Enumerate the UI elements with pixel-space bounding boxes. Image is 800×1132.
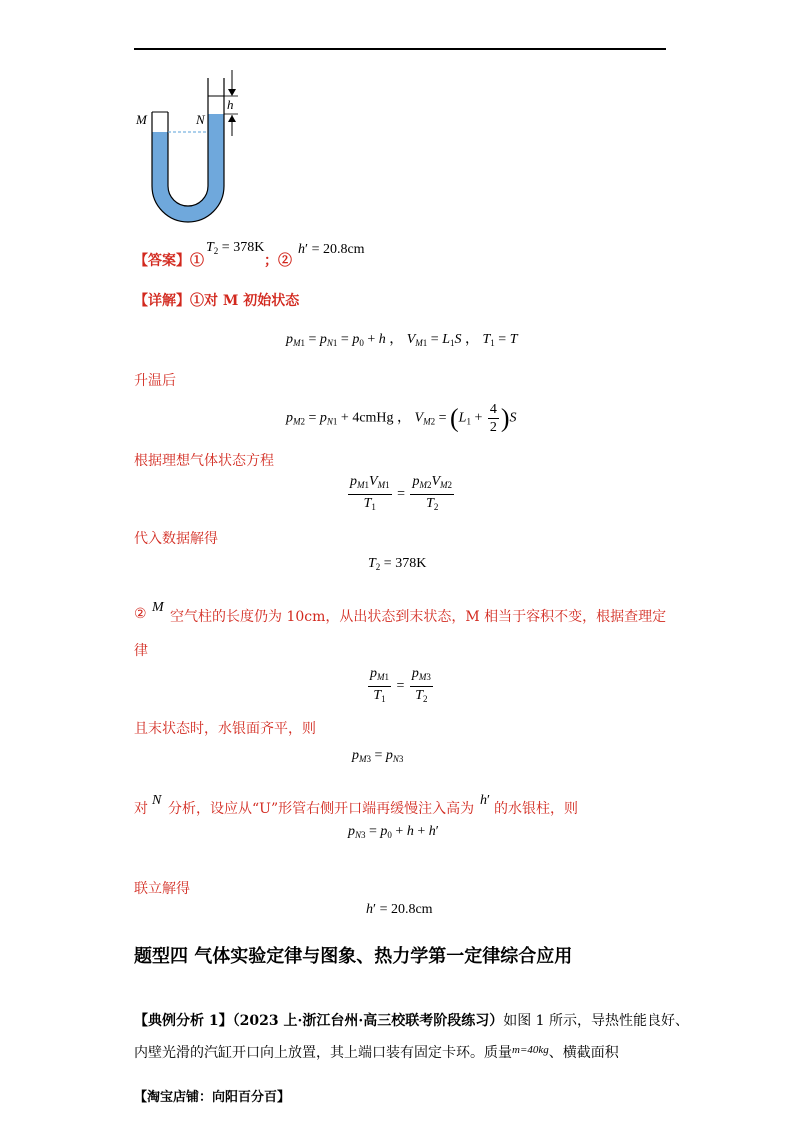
example-line1-rest: 如图 1 所示，导热性能良好、 — [503, 1013, 690, 1029]
label-n: N — [196, 112, 205, 127]
analysis-text: 分析，设应从“U”形管右侧开口端再缓慢注入高为 — [168, 801, 475, 817]
example-line2-b: 、横截面积 — [548, 1045, 619, 1061]
answer-label: 【答案】① — [134, 253, 204, 269]
footer-shop: 【淘宝店铺：向阳百分百】 — [134, 1090, 291, 1105]
eq-final: h′ = 20.8cm — [366, 902, 433, 917]
eq-initial: $p_{M1} = p_{N1} = p_0 + h$ ， $V_{M1} = L_1S$ ， $T_1 = T$ — [286, 332, 518, 348]
section-title: 题型四 气体实验定律与图象、热力学第一定律综合应用 — [134, 946, 573, 967]
eq-level: $p_{M3} = p_{N3}$ — [352, 748, 404, 764]
detail-label: 【详解】①对 M 初始状态 — [134, 293, 300, 309]
answer-eq2: h′ = 20.8cm — [298, 242, 365, 257]
part2-line2: 律 — [134, 643, 148, 659]
example-mass: m=40kg — [512, 1044, 549, 1056]
eq-charles: $\frac{p_{M1}}{T_1}$ = $\frac{p_{M3}}{T_2}$ — [370, 666, 431, 704]
analysis-suffix: 的水银柱，则 — [494, 801, 578, 817]
part2-line1: 空气柱的长度仍为 10cm，从出状态到末状态，M 相当于容积不变，根据查理定 — [170, 609, 667, 625]
answer-eq1: $T_2 = 378K$ — [206, 240, 265, 256]
u-tube-figure — [130, 66, 250, 226]
eq-pn3: $p_{N3} = p_0 + h + h'$ — [348, 824, 439, 840]
analysis-h-symbol: h′ — [480, 793, 491, 808]
label-m: M — [136, 112, 147, 127]
eq-t2: $T_2 = 378K$ — [368, 556, 427, 572]
eq-heat: $p_{M2} = p_{N1}$ + 4cmHg ， $V_{M2} = (L_1$ + $\frac{4}{2}$ )S — [286, 402, 517, 435]
after-heating: 升温后 — [134, 373, 176, 389]
final-state-label: 且末状态时，水银面齐平，则 — [134, 721, 316, 737]
example-label: 【典例分析 1】 — [134, 1013, 233, 1029]
example-source: （2023 上·浙江台州·高三校联考阶段练习） — [232, 1013, 504, 1029]
example-line2-a: 内壁光滑的汽缸开口向上放置，其上端口装有固定卡环。质量 — [134, 1045, 512, 1061]
example-line1 — [134, 1010, 689, 1030]
ideal-gas-label: 根据理想气体状态方程 — [134, 453, 274, 469]
label-h: h — [227, 97, 234, 112]
analysis-n-symbol: N — [152, 793, 162, 808]
analysis-prefix: 对 — [134, 801, 148, 817]
substitute-label: 代入数据解得 — [134, 531, 218, 547]
part2-m-symbol: M — [152, 600, 164, 615]
answer-sep: ；② — [264, 253, 292, 269]
example-line2 — [134, 1042, 619, 1062]
header-rule — [134, 48, 666, 50]
part2-prefix: ② — [134, 606, 147, 622]
solve-joint-label: 联立解得 — [134, 881, 190, 897]
eq-ideal-gas: $\frac{p_{M1}V_{M1}}{T_1}$ = $\frac{p_{M2}V_{M2}}{T_2}$ — [350, 474, 453, 512]
